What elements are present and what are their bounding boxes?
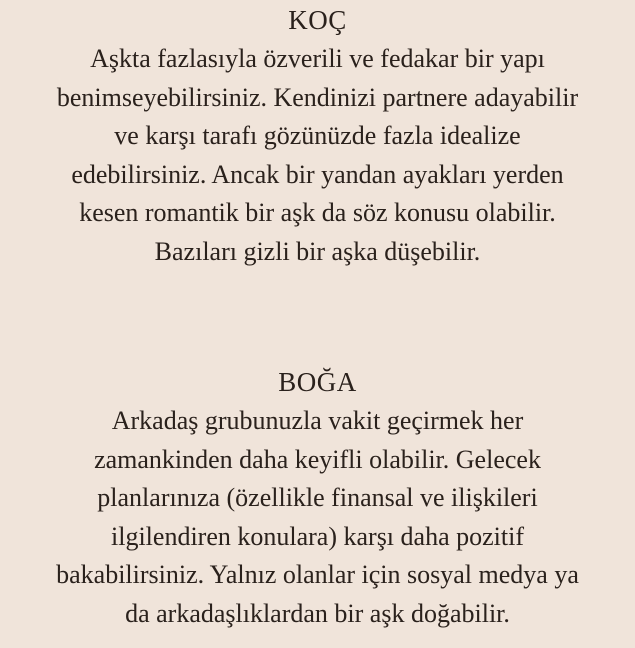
sign-text-line: kesen romantik bir aşk da söz konusu olabilir. (79, 198, 556, 227)
sign-text-line: ve karşı tarafı gözünüzde fazla idealize (114, 121, 521, 150)
sign-title: KOÇ (288, 5, 347, 35)
sign-text-line: edebilirsiniz. Ancak bir yandan ayakları yerden (71, 159, 564, 189)
sign-title: BOĞA (278, 367, 357, 397)
sign-text-line: bakabilirsiniz. Yalnız olanlar için sosyal medya ya (56, 560, 579, 589)
sign-text-line: planlarınıza (özellikle finansal ve ilişkileri (97, 483, 538, 512)
sign-text-line: da arkadaşlıklardan bir aşk doğabilir. (125, 598, 510, 628)
sign-section-boga (0, 362, 635, 633)
sign-text-line: Arkadaş grubunuzla vakit geçirmek her (111, 406, 524, 435)
sign-text-line: Aşkta fazlasıyla özverili ve fedakar bir yapı (90, 44, 545, 73)
sign-section-koc (0, 0, 635, 271)
sign-text-line: zamankinden daha keyifli olabilir. Gelecek (94, 444, 541, 474)
sign-text-line: Bazıları gizli bir aşka düşebilir. (154, 236, 481, 266)
sign-text-line: ilgilendiren konulara) karşı daha pozitif (111, 521, 524, 551)
sign-text-line: benimseyebilirsiniz. Kendinizi partnere adayabilir (56, 82, 579, 112)
